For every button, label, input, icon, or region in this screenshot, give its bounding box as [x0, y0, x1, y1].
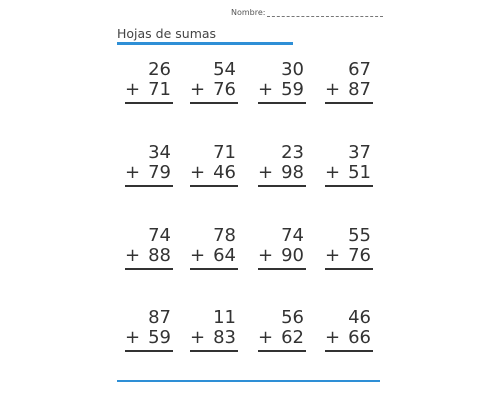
bottom-addend: 59: [281, 79, 304, 100]
bottom-addend: 71: [148, 79, 171, 100]
bottom-addend: 51: [348, 162, 371, 183]
top-addend: 78: [213, 225, 236, 246]
top-addend: 46: [348, 307, 371, 328]
bottom-addend: 76: [348, 245, 371, 266]
answer-line: [325, 268, 373, 270]
top-addend: 87: [148, 307, 171, 328]
top-addend: 30: [281, 59, 304, 80]
top-addend: 74: [281, 225, 304, 246]
bottom-addend: 79: [148, 162, 171, 183]
answer-line: [258, 350, 306, 352]
addition-problem: [325, 143, 373, 187]
answer-line: [125, 350, 173, 352]
answer-line: [325, 185, 373, 187]
bottom-addend: 90: [281, 245, 304, 266]
answer-line: [190, 350, 238, 352]
top-addend: 54: [213, 59, 236, 80]
top-addend: 74: [148, 225, 171, 246]
plus-sign: +: [125, 245, 141, 266]
answer-line: [258, 268, 306, 270]
answer-line: [125, 268, 173, 270]
addition-problem: [325, 60, 373, 104]
bottom-addend: 88: [148, 245, 171, 266]
bottom-addend: 46: [213, 162, 236, 183]
plus-sign: +: [125, 79, 141, 100]
addition-problem: [258, 308, 306, 352]
bottom-addend: 64: [213, 245, 236, 266]
answer-line: [190, 102, 238, 104]
plus-sign: +: [258, 327, 274, 348]
sheet-title: Hojas de sumas: [117, 26, 217, 41]
bottom-addend: 76: [213, 79, 236, 100]
name-label: Nombre:: [231, 8, 266, 17]
top-addend: 67: [348, 59, 371, 80]
plus-sign: +: [325, 245, 341, 266]
answer-line: [190, 268, 238, 270]
plus-sign: +: [125, 327, 141, 348]
top-addend: 11: [213, 307, 236, 328]
addition-problem: [125, 226, 173, 270]
top-addend: 34: [148, 142, 171, 163]
plus-sign: +: [325, 79, 341, 100]
top-addend: 56: [281, 307, 304, 328]
bottom-addend: 66: [348, 327, 371, 348]
bottom-rule: [117, 380, 380, 382]
bottom-addend: 87: [348, 79, 371, 100]
addition-problem: [325, 226, 373, 270]
addition-problem: [190, 60, 238, 104]
addition-problem: [258, 226, 306, 270]
bottom-addend: 62: [281, 327, 304, 348]
answer-line: [325, 102, 373, 104]
plus-sign: +: [258, 245, 274, 266]
plus-sign: +: [325, 162, 341, 183]
bottom-addend: 98: [281, 162, 304, 183]
answer-line: [325, 350, 373, 352]
addition-problem: [125, 143, 173, 187]
plus-sign: +: [190, 245, 206, 266]
addition-problem: [190, 143, 238, 187]
top-addend: 37: [348, 142, 371, 163]
addition-problem: [190, 226, 238, 270]
bottom-addend: 59: [148, 327, 171, 348]
answer-line: [190, 185, 238, 187]
answer-line: [125, 102, 173, 104]
addition-problem: [258, 143, 306, 187]
addition-problem: [190, 308, 238, 352]
plus-sign: +: [258, 162, 274, 183]
plus-sign: +: [325, 327, 341, 348]
addition-problem: [125, 308, 173, 352]
addition-problem: [258, 60, 306, 104]
top-addend: 26: [148, 59, 171, 80]
addition-problem: [325, 308, 373, 352]
plus-sign: +: [258, 79, 274, 100]
top-addend: 55: [348, 225, 371, 246]
addition-problem: [125, 60, 173, 104]
plus-sign: +: [190, 79, 206, 100]
top-addend: 71: [213, 142, 236, 163]
answer-line: [258, 102, 306, 104]
plus-sign: +: [190, 162, 206, 183]
bottom-addend: 83: [213, 327, 236, 348]
plus-sign: +: [125, 162, 141, 183]
plus-sign: +: [190, 327, 206, 348]
answer-line: [258, 185, 306, 187]
top-addend: 23: [281, 142, 304, 163]
answer-line: [125, 185, 173, 187]
